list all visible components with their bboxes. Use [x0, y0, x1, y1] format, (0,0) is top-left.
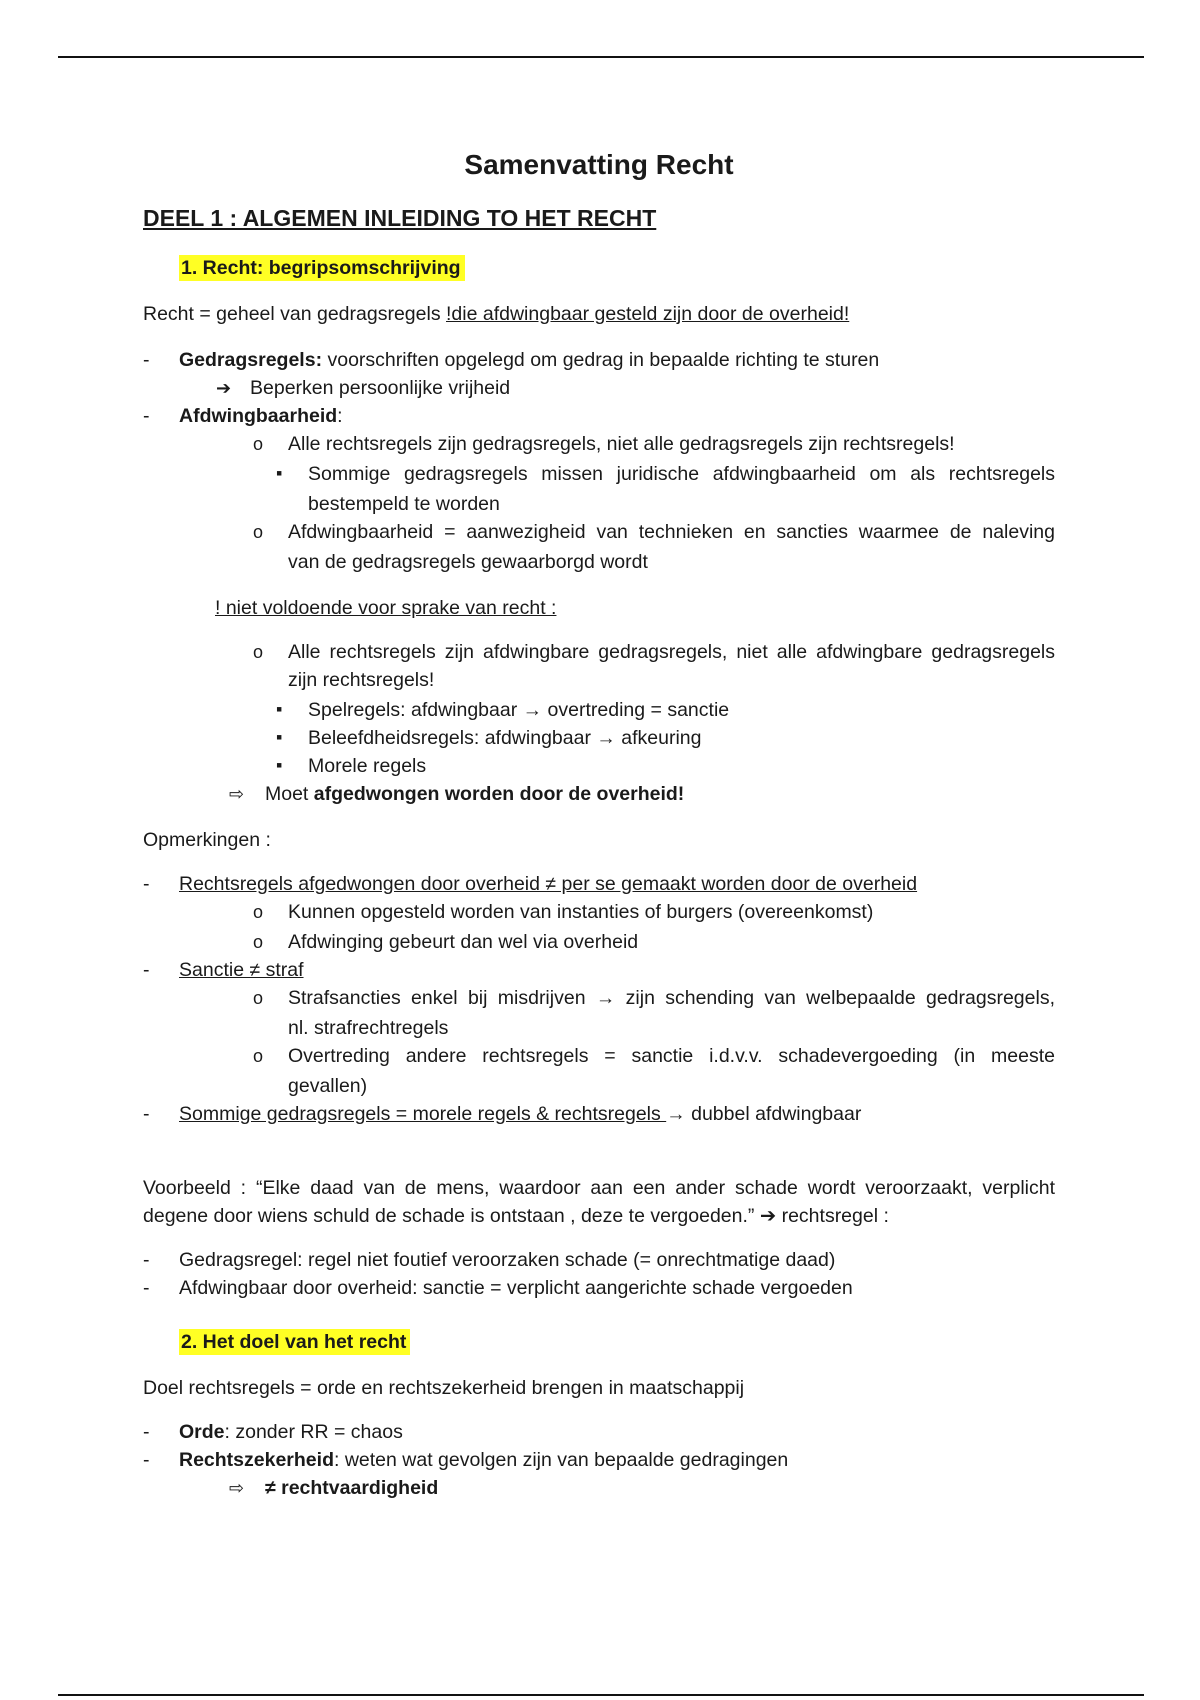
not-enough-heading: ! niet voldoende voor sprake van recht :	[215, 597, 557, 619]
item-text: Beleefdheidsregels: afdwingbaar → afkeuring	[308, 727, 702, 749]
item-text: Afdwinging gebeurt dan wel via overheid	[288, 931, 639, 953]
bullet-rechtszekerheid	[143, 1448, 789, 1472]
circle-bullet-icon: o	[253, 522, 264, 542]
circle-item	[253, 640, 1055, 664]
remark-result: → dubbel afdwingbaar	[666, 1103, 862, 1125]
example-line-1	[143, 1176, 1055, 1200]
dash-bullet: -	[143, 405, 150, 427]
item-text-line-2: nl. strafrechtregels	[288, 1017, 449, 1039]
square-bullet-icon: ▪	[276, 699, 283, 719]
square-bullet-icon: ▪	[276, 727, 283, 747]
item-text-line-1: Sommige gedragsregels missen juridische afdwingbaarheid om als rechtsregels	[308, 463, 1055, 485]
bullet-afdwingbaarheid	[143, 404, 343, 428]
bullet-gedragsregels	[143, 348, 880, 372]
sub-arrow-item	[216, 376, 511, 400]
bullet-text: Afdwingbaar door overheid: sanctie = verplicht aangerichte schade vergoeden	[179, 1277, 853, 1299]
bullet-orde	[143, 1420, 403, 1444]
circle-item	[253, 930, 639, 954]
dash-bullet: -	[143, 1277, 150, 1299]
goal-intro: Doel rechtsregels = orde en rechtszekerheid brengen in maatschappij	[143, 1377, 745, 1399]
dash-bullet: -	[143, 1449, 150, 1471]
dash-bullet: -	[143, 349, 150, 371]
square-bullet-icon: ▪	[276, 463, 283, 483]
open-arrow-icon: ⇨	[229, 1478, 245, 1498]
item-text: Kunnen opgesteld worden van instanties of burgers (overeenkomst)	[288, 901, 874, 923]
circle-item	[253, 432, 955, 456]
top-rule	[58, 56, 1144, 58]
circle-bullet-icon: o	[253, 988, 264, 1008]
item-text-line-1: Overtreding andere rechtsregels = sanctie i.d.v.v. schadevergoeding (in meeste	[288, 1045, 1055, 1067]
circle-item-continuation	[288, 1074, 367, 1098]
item-text-line-2: gevallen)	[288, 1075, 368, 1097]
item-text-line-1: Afdwingbaarheid = aanwezigheid van technieken en sancties waarmee de naleving	[288, 521, 1055, 543]
circle-bullet-icon: o	[253, 642, 264, 662]
term: Rechtszekerheid	[179, 1449, 334, 1471]
item-text: Moet	[265, 783, 314, 805]
bottom-rule	[58, 1694, 1144, 1696]
remarks-label: Opmerkingen :	[143, 829, 271, 851]
example-text: Voorbeeld : “Elke daad van de mens, waardoor aan een ander schade wordt veroorzaakt, verplicht	[143, 1177, 1055, 1199]
term-text: : zonder RR = chaos	[224, 1421, 403, 1443]
circle-bullet-icon: o	[253, 434, 264, 454]
circle-item	[253, 900, 874, 924]
item-text-line-2: zijn rechtsregels!	[288, 669, 435, 691]
circle-item-continuation	[288, 668, 434, 692]
item-emphasis: afgedwongen worden door de overheid!	[313, 783, 685, 805]
definition	[143, 302, 849, 326]
circle-item	[253, 986, 1055, 1010]
dash-bullet: -	[143, 1421, 150, 1443]
section-2-heading	[179, 1330, 410, 1354]
item-text-line-1: Strafsancties enkel bij misdrijven → zijn schending van welbepaalde gedragsregels,	[288, 987, 1055, 1009]
square-item	[276, 698, 730, 722]
term: Orde	[179, 1421, 225, 1443]
section-1-heading	[179, 256, 465, 280]
item-text: Spelregels: afdwingbaar → overtreding = sanctie	[308, 699, 730, 721]
circle-item	[253, 1044, 1055, 1068]
term-text: : weten wat gevolgen zijn van bepaalde gedragingen	[333, 1449, 789, 1471]
remark-text: Sommige gedragsregels = morele regels & rechtsregels	[179, 1103, 667, 1125]
circle-item-continuation	[288, 550, 648, 574]
square-item	[276, 726, 702, 750]
definition-emphasis: !die afdwingbaar gesteld zijn door de overheid!	[446, 303, 850, 325]
remark-item	[143, 958, 304, 982]
dash-bullet: -	[143, 1249, 150, 1271]
circle-item-continuation	[288, 1016, 448, 1040]
open-arrow-icon: ⇨	[229, 784, 245, 804]
arrow-icon: ➔	[216, 378, 232, 398]
example-bullet	[143, 1276, 853, 1300]
item-text: Morele regels	[308, 755, 427, 777]
example-line-2: degene door wiens schuld de schade is ontstaan , deze te vergoeden.” ➔ rechtsregel :	[143, 1205, 889, 1227]
section-1-heading-text: 1. Recht: begripsomschrijving	[179, 255, 465, 281]
item-text: Alle rechtsregels zijn gedragsregels, niet alle gedragsregels zijn rechtsregels!	[288, 433, 955, 455]
term: Gedragsregels:	[179, 349, 323, 371]
item-text-line-1: Alle rechtsregels zijn afdwingbare gedragsregels, niet alle afdwingbare gedragsregels	[288, 641, 1055, 663]
square-item	[276, 754, 427, 778]
square-bullet-icon: ▪	[276, 755, 283, 775]
section-2-heading-text: 2. Het doel van het recht	[179, 1329, 410, 1355]
open-arrow-item	[229, 782, 685, 806]
term-text: :	[337, 405, 343, 427]
square-item-continuation	[308, 492, 500, 516]
item-emphasis: ≠ rechtvaardigheid	[265, 1477, 439, 1499]
remark-item	[143, 872, 918, 896]
remark-text: Sanctie ≠ straf	[179, 959, 304, 981]
circle-bullet-icon: o	[253, 932, 264, 952]
circle-bullet-icon: o	[253, 1046, 264, 1066]
item-text-line-2: bestempeld te worden	[308, 493, 500, 515]
square-item	[276, 462, 1055, 486]
circle-item	[253, 520, 1055, 544]
example-bullet	[143, 1248, 836, 1272]
term-text: voorschriften opgelegd om gedrag in bepaalde richting te sturen	[322, 349, 880, 371]
definition-text: Recht = geheel van gedragsregels	[143, 303, 446, 325]
remark-text: Rechtsregels afgedwongen door overheid ≠ per se gemaakt worden door de overheid	[179, 873, 918, 895]
circle-bullet-icon: o	[253, 902, 264, 922]
sub-text: Beperken persoonlijke vrijheid	[250, 377, 511, 399]
open-arrow-item	[229, 1476, 439, 1500]
term: Afdwingbaarheid	[179, 405, 338, 427]
item-text-line-2: van de gedragsregels gewaarborgd wordt	[288, 551, 648, 573]
dash-bullet: -	[143, 1103, 150, 1125]
part-heading: DEEL 1 : ALGEMEN INLEIDING TO HET RECHT	[143, 205, 657, 231]
page-title: Samenvatting Recht	[464, 149, 734, 180]
dash-bullet: -	[143, 959, 150, 981]
bullet-text: Gedragsregel: regel niet foutief veroorzaken schade (= onrechtmatige daad)	[179, 1249, 836, 1271]
remark-item	[143, 1102, 862, 1126]
dash-bullet: -	[143, 873, 150, 895]
